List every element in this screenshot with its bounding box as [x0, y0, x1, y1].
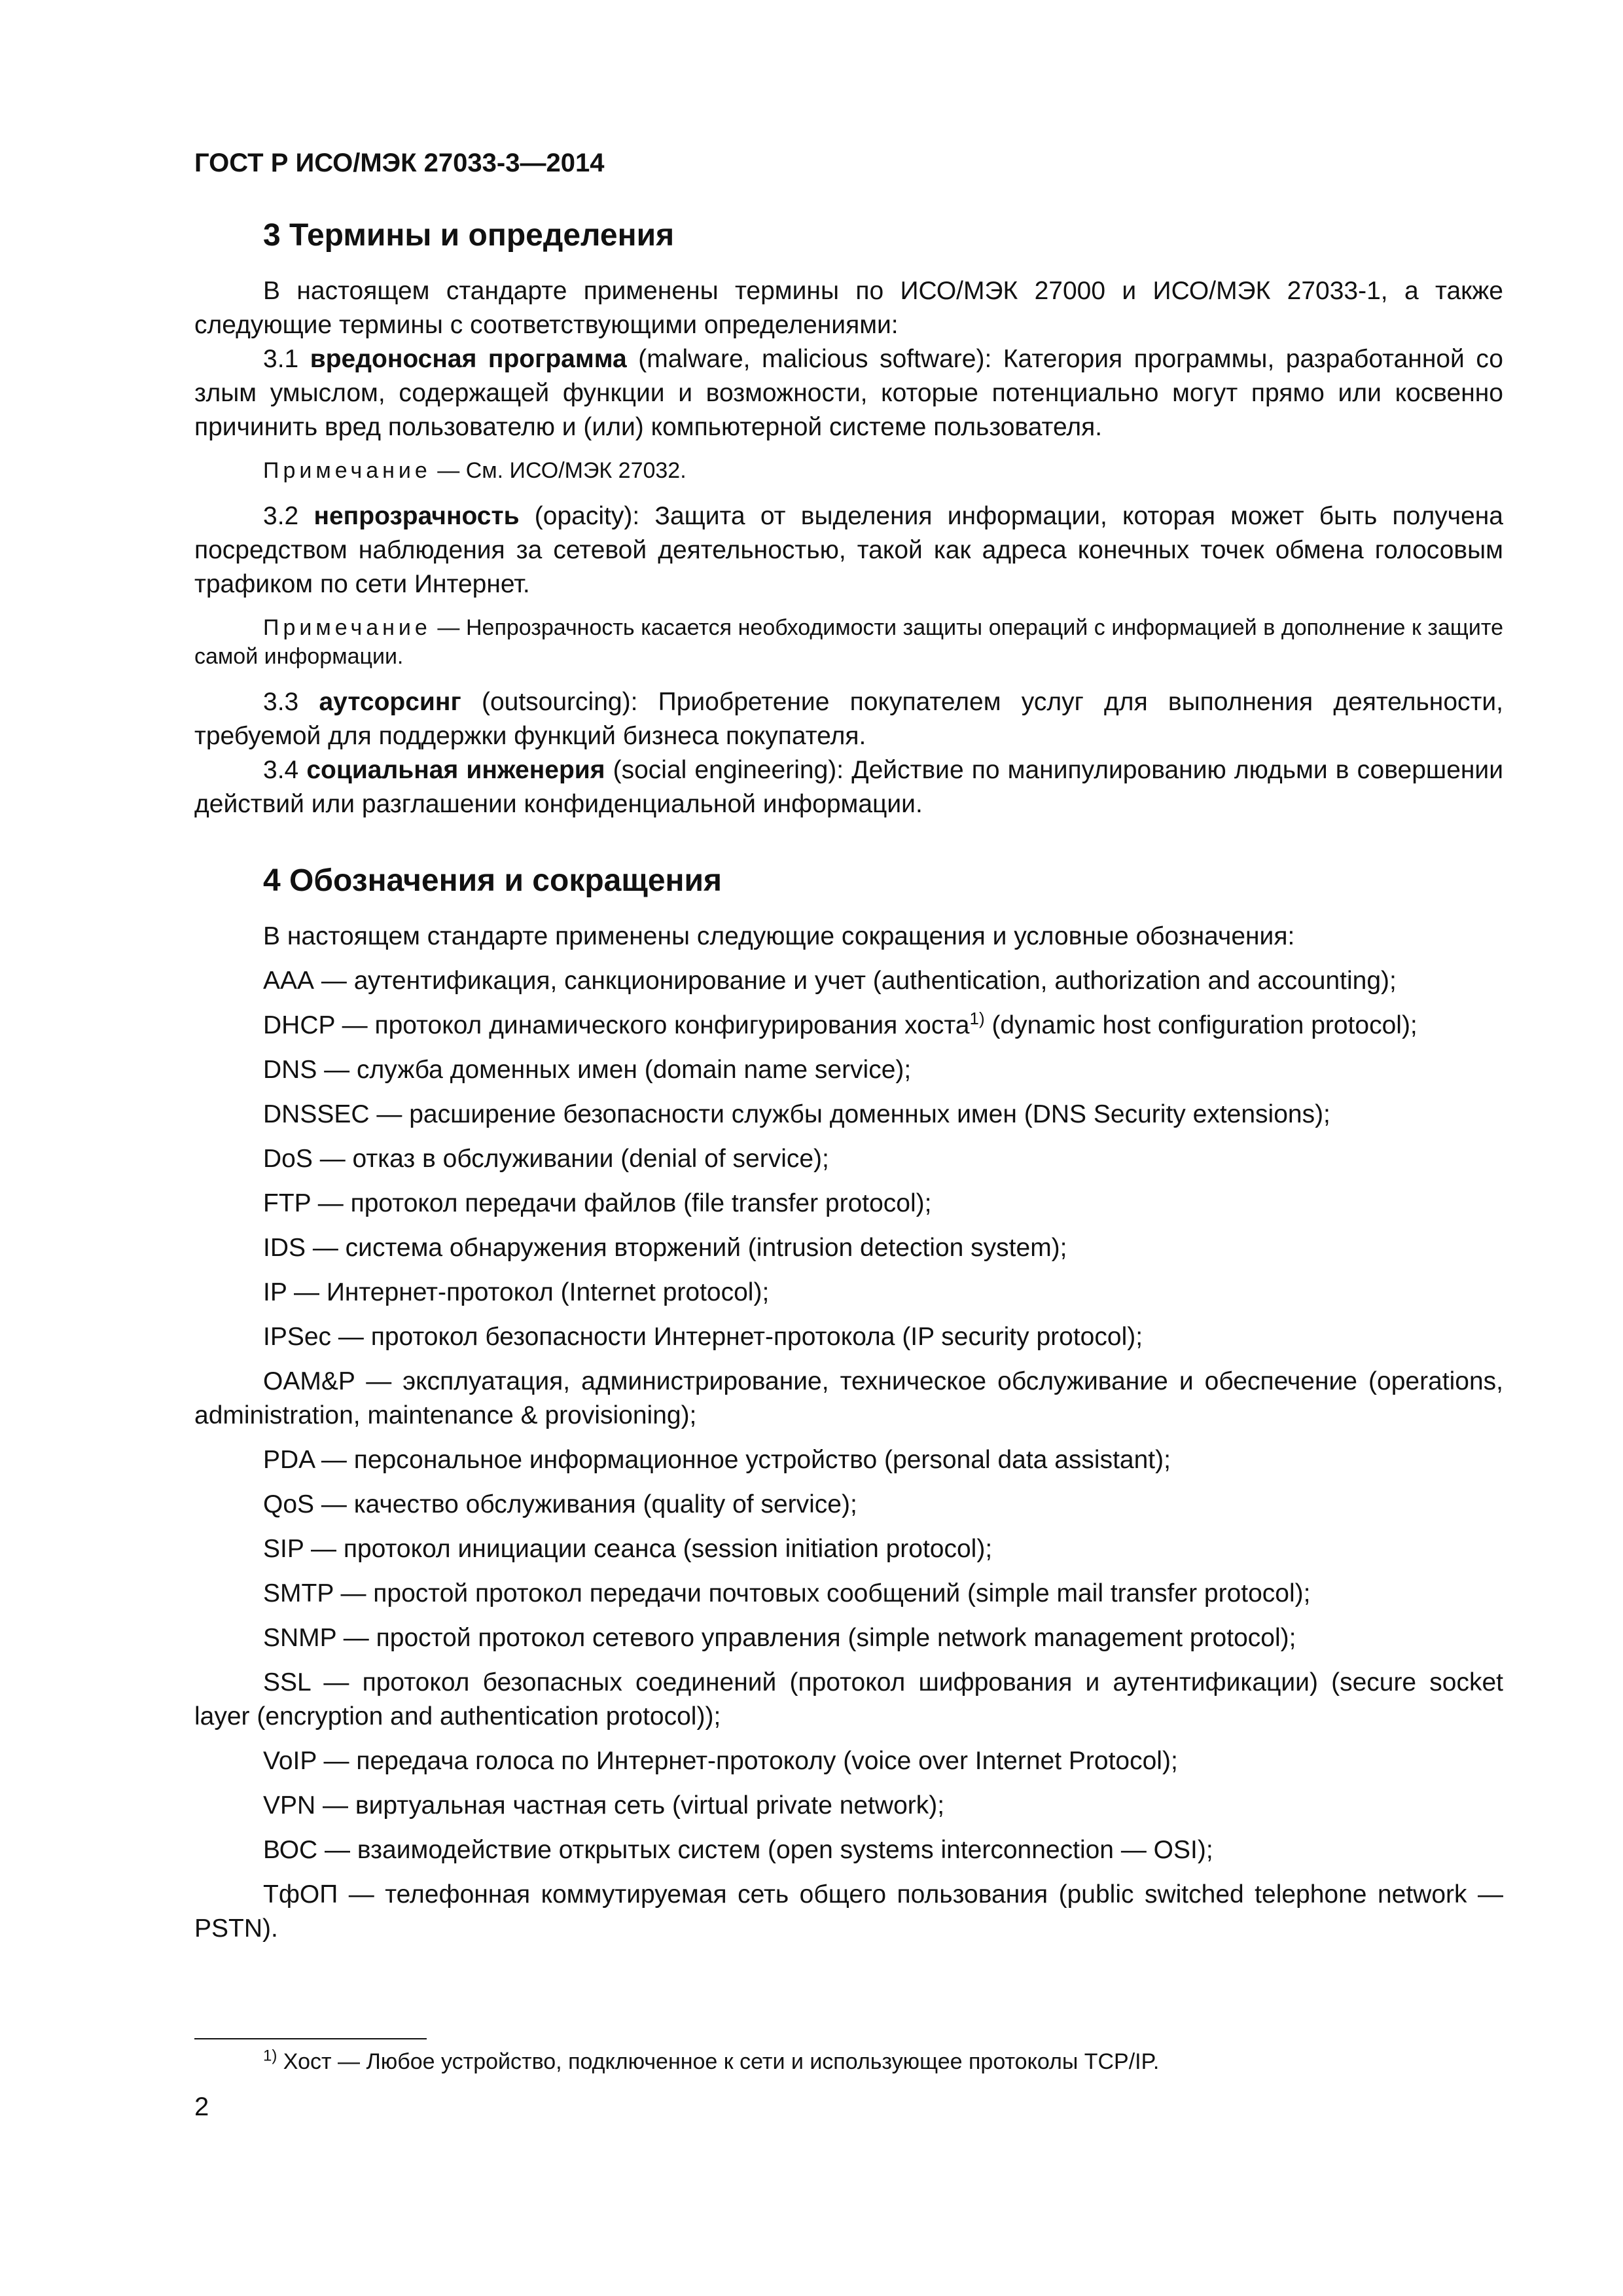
page-number: 2: [194, 2092, 209, 2121]
abbreviation-item: PDA — персональное информационное устройство (personal data assistant);: [263, 1446, 1171, 1474]
abbreviation-item: SMTP — простой протокол передачи почтовых сообщений (simple mail transfer protocol);: [263, 1579, 1311, 1607]
abbreviation-item: VoIP — передача голоса по Интернет-протоколу (voice over Internet Protocol);: [263, 1747, 1178, 1775]
abbreviation-item: ААА — аутентификация, санкционирование и учет (authentication, authorization and accounting);: [263, 967, 1397, 995]
term-definition: (opacity): Защита от выделения информации, которая может быть получена посредством наблюдения за сетевой деятельностью, такой как адреса конечных точек обмена голосовым трафиком по сети Интернет.: [194, 502, 1503, 598]
abbreviation-item: IDS — система обнаружения вторжений (intrusion detection system);: [263, 1234, 1067, 1262]
document-code: ГОСТ Р ИСО/МЭК 27033-3—2014: [194, 149, 605, 177]
term-definition: (outsourcing): Приобретение покупателем услуг для выполнения деятельности, требуемой для поддержки функций бизнеса покупателя.: [194, 688, 1503, 750]
abbreviation-item: FTP — протокол передачи файлов (file transfer protocol);: [263, 1189, 932, 1217]
abbreviation-list: [194, 920, 1503, 1946]
term-definition: (malware, malicious software): Категория программы, разработанной со злым умыслом, содержащей функции и возможности, которые потенциально могут прямо или косвенно причинить вред пользователю и (или) компьютерной системе пользователя.: [194, 345, 1504, 441]
abbreviation-item: SIP — протокол инициации сеанса (session initiation protocol);: [263, 1535, 993, 1563]
abbreviation-item: QoS — качество обслуживания (quality of service);: [263, 1490, 857, 1518]
term-name: вредоносная программа: [310, 345, 627, 373]
abbreviation-item: DNS — служба доменных имен (domain name service);: [263, 1056, 912, 1084]
abbreviation-item: SNMP — простой протокол сетевого управления (simple network management protocol);: [263, 1624, 1296, 1652]
note-3-2: [194, 613, 1503, 671]
document-page: [194, 147, 1503, 1956]
footnote-reference: 1): [969, 1009, 985, 1028]
abbreviation-item: IP — Интернет-протокол (Internet protocol);: [263, 1278, 770, 1306]
abbreviation-item: ТфОП — телефонная коммутируемая сеть общего пользования (public switched telephone network — PSTN).: [194, 1880, 1503, 1943]
section-4-title: 4 Обозначения и сокращения: [263, 863, 722, 898]
term-3-4: [194, 753, 1503, 821]
abbreviation-item: IPSec — протокол безопасности Интернет-протокола (IP security protocol);: [263, 1323, 1143, 1351]
note-label: Примечание: [263, 615, 431, 640]
note-3-1: [194, 456, 1503, 485]
note-label: Примечание: [263, 458, 431, 483]
footnote: [263, 2047, 1159, 2076]
footnote-divider: [194, 2038, 427, 2039]
term-name: социальная инженерия: [306, 756, 605, 784]
term-3-2: [194, 499, 1503, 601]
term-number: 3.3: [263, 688, 319, 716]
abbreviation-item: VPN — виртуальная частная сеть (virtual private network);: [263, 1791, 945, 1820]
abbreviation-item: OAM&P — эксплуатация, администрирование, техническое обслуживание и обеспечение (operations, administration, maintenance & provisioning);: [194, 1367, 1503, 1429]
section-3-intro: В настоящем стандарте применены термины по ИСО/МЭК 27000 и ИСО/МЭК 27033-1, а также следующие термины с соответствующими определениями:: [194, 277, 1503, 339]
section-3-title: 3 Термины и определения: [263, 218, 675, 253]
note-text: — Непрозрачность касается необходимости защиты операций с информацией в дополнение к защите самой информации.: [194, 615, 1503, 669]
note-text: — См. ИСО/МЭК 27032.: [431, 458, 687, 483]
abbreviation-item: SSL — протокол безопасных соединений (протокол шифрования и аутентификации) (secure socket layer (encryption and authentication protocol));: [194, 1668, 1503, 1731]
abbreviation-item: ВОС — взаимодействие открытых систем (open systems interconnection — OSI);: [263, 1836, 1213, 1864]
term-definition: (social engineering): Действие по манипулированию людьми в совершении действий или разглашении конфиденциальной информации.: [194, 756, 1503, 818]
footnote-text: Хост — Любое устройство, подключенное к сети и использующее протоколы TCP/IP.: [277, 2049, 1160, 2074]
term-number: 3.4: [263, 756, 307, 784]
term-name: непрозрачность: [313, 502, 520, 530]
footnote-marker: 1): [263, 2047, 277, 2065]
term-number: 3.1: [263, 345, 310, 373]
abbreviation-text-rest: (dynamic host configuration protocol);: [984, 1011, 1418, 1039]
abbreviation-item-dhcp: [194, 1009, 1503, 1043]
abbreviation-text: DHCP — протокол динамического конфигурирования хоста: [263, 1011, 970, 1039]
abbreviation-item: DoS — отказ в обслуживании (denial of service);: [263, 1145, 829, 1173]
term-3-3: [194, 685, 1503, 753]
term-name: аутсорсинг: [319, 688, 461, 716]
abbreviation-item: DNSSEC — расширение безопасности службы доменных имен (DNS Security extensions);: [263, 1100, 1330, 1128]
term-3-1: [194, 342, 1503, 444]
section-4-intro: В настоящем стандарте применены следующие сокращения и условные обозначения:: [263, 922, 1295, 950]
term-number: 3.2: [263, 502, 314, 530]
